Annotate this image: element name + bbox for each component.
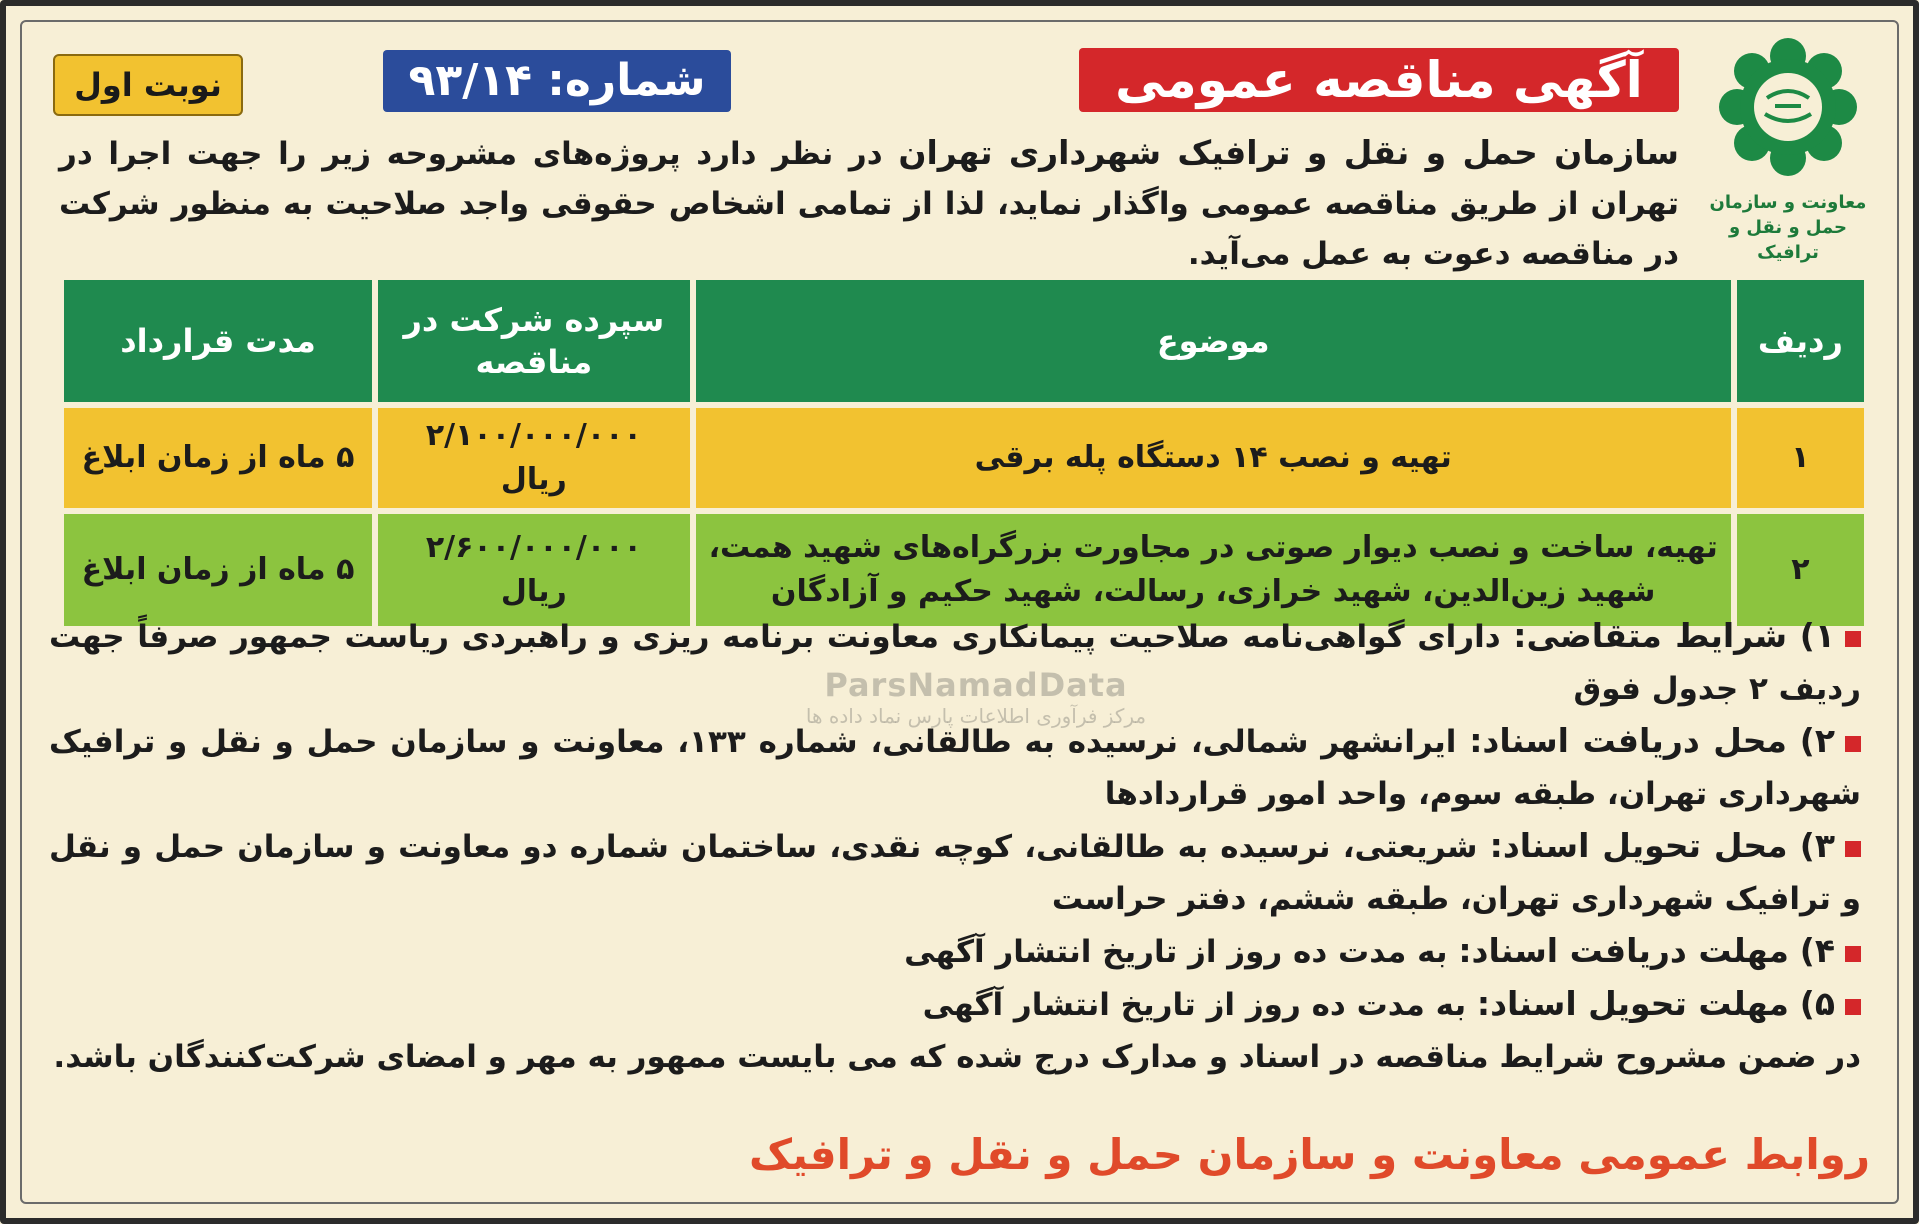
table-header-row xyxy=(64,280,1864,402)
row-subject: تهیه، ساخت و نصب دیوار صوتی در مجاورت بزرگراه‌های شهید همت، شهید زین‌الدین، شهید خرازی، رسالت، شهید حکیم و آزادگان xyxy=(696,514,1731,626)
bullet-square-icon xyxy=(1845,946,1861,962)
notice-title: آگهی مناقصه عمومی xyxy=(1079,48,1679,112)
row-index: ۲ xyxy=(1737,514,1864,626)
condition-number: ۵) xyxy=(1799,984,1835,1023)
row-index: ۱ xyxy=(1737,408,1864,508)
condition-label: مهلت دریافت اسناد: xyxy=(1458,931,1789,970)
logo xyxy=(1703,36,1873,263)
condition-text: دارای گواهی‌نامه صلاحیت پیمانکاری معاونت برنامه ریزی و راهبردی ریاست جمهور صرفاً جهت ردیف ۲ جدول فوق xyxy=(49,619,1861,707)
row-deposit: ۲/۱۰۰/۰۰۰/۰۰۰ ریال xyxy=(378,408,690,508)
organization-name: سازمان حمل و نقل و ترافیک شهرداری تهران xyxy=(898,133,1679,172)
condition-text: به مدت ده روز از تاریخ انتشار آگهی xyxy=(922,987,1477,1023)
condition-label: مهلت تحویل اسناد: xyxy=(1476,984,1789,1023)
logo-caption: معاونت و سازمان حمل و نقل و ترافیک xyxy=(1709,192,1867,263)
condition-text: به مدت ده روز از تاریخ انتشار آگهی xyxy=(904,934,1459,970)
condition-number: ۳) xyxy=(1799,826,1835,865)
watermark-subtitle: مرکز فرآوری اطلاعات پارس نماد داده ها xyxy=(805,704,1147,728)
footnote: در ضمن مشروح شرایط مناقصه در اسناد و مدارک درج شده که می بایست ممهور به مهر و امضای شرکت‌کنندگان باشد. xyxy=(53,1039,1861,1075)
condition-item xyxy=(49,978,1861,1031)
row-deposit: ۲/۶۰۰/۰۰۰/۰۰۰ ریال xyxy=(378,514,690,626)
condition-label: شرایط متقاضی: xyxy=(1513,616,1788,655)
notice-number: شماره: ۹۳/۱۴ xyxy=(383,50,731,112)
intro-paragraph xyxy=(59,128,1679,279)
bullet-square-icon xyxy=(1845,841,1861,857)
row-duration: ۵ ماه از زمان ابلاغ xyxy=(64,408,372,508)
header-index: ردیف xyxy=(1737,280,1864,402)
watermark xyxy=(766,666,1186,728)
bullet-square-icon xyxy=(1845,631,1861,647)
condition-number: ۱) xyxy=(1799,616,1836,655)
municipality-emblem-icon xyxy=(1717,36,1859,178)
intro-text: در نظر دارد پروژه‌های مشروحه زیر را جهت اجرا در تهران از طریق مناقصه عمومی واگذار نماید، لذا از تمامی اشخاص حقوقی واجد صلاحیت به منظور شرکت در مناقصه دعوت به عمل می‌آید. xyxy=(59,136,1679,272)
condition-item xyxy=(49,925,1861,978)
table-row xyxy=(64,408,1864,508)
round-badge: نوبت اول xyxy=(53,54,243,116)
condition-number: ۴) xyxy=(1799,931,1835,970)
bullet-square-icon xyxy=(1845,736,1861,752)
condition-text: شریعتی، نرسیده به طالقانی، کوچه نقدی، ساختمان شماره دو معاونت و سازمان حمل و نقل و ترافیک شهرداری تهران، طبقه ششم، دفتر حراست xyxy=(49,829,1861,917)
bullet-square-icon xyxy=(1845,999,1861,1015)
row-subject: تهیه و نصب ۱۴ دستگاه پله برقی xyxy=(696,408,1731,508)
condition-item xyxy=(49,820,1861,925)
row-duration: ۵ ماه از زمان ابلاغ xyxy=(64,514,372,626)
header-deposit: سپرده شرکت در مناقصه xyxy=(378,280,690,402)
watermark-brand: ParsNamadData xyxy=(824,666,1128,704)
header-duration: مدت قرارداد xyxy=(64,280,372,402)
tender-table xyxy=(58,274,1870,632)
header-subject: موضوع xyxy=(696,280,1731,402)
condition-label: محل تحویل اسناد: xyxy=(1489,826,1788,865)
condition-item xyxy=(49,715,1861,820)
condition-text: ایرانشهر شمالی، نرسیده به طالقانی، شماره ۱۳۳، معاونت و سازمان حمل و نقل و ترافیک شهرداری تهران، طبقه سوم، واحد امور قراردادها xyxy=(49,724,1861,812)
condition-number: ۲) xyxy=(1799,721,1835,760)
signature-line: روابط عمومی معاونت و سازمان حمل و نقل و ترافیک xyxy=(748,1130,1870,1179)
condition-label: محل دریافت اسناد: xyxy=(1469,721,1787,760)
